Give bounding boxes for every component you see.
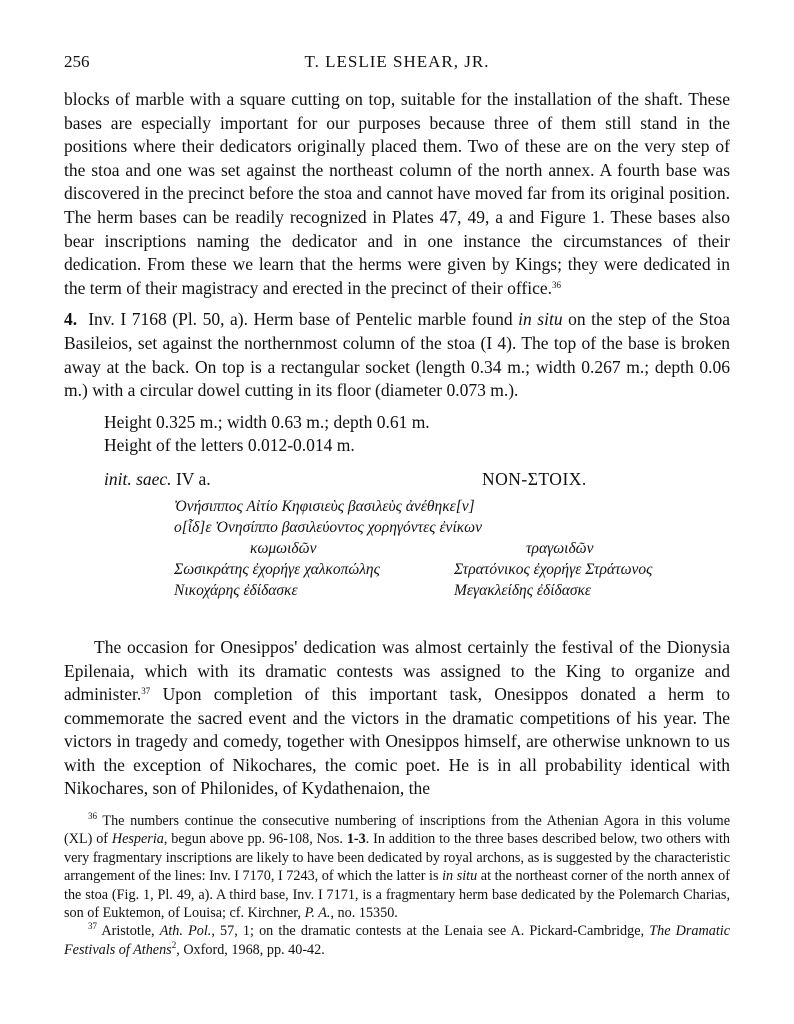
footnote-36: $^{36}$ The numbers continue the consecutive numbering of inscriptions from the Athenian Agora in this volume (XL) of Hesperia, begun above pp. 96-108, Nos. 1-3. In addition to the three bases described below, two others with very fragmentary inscriptions are likely to have been dedicated by royal archons, as is suggested by the characteristic arrangement of the lines: Inv. I 7170, I 7243, of which the latter is in situ at the northeast corner of the north annex of the stoa (Fig. 1, Pl. 49, a). A third base, Inv. I 7171, is a fragmentary herm base dedicated by the Polemarch Charias, son of Euktemon, of Louisa; cf. Kirchner, P. A., no. 15350. [64,811,730,922]
footnote-37: $^{37}$ Aristotle, Ath. Pol., 57, 1; on the dramatic contests at the Lenaia see A. Pickard-Cambridge, The Dramatic Festivals of Athens$^2$, Oxford, 1968, pp. 40-42. [64,921,731,958]
inscription-left-2: Νικοχάρης ἐδίδασκε [174,581,298,599]
paragraph-1: blocks of marble with a square cutting on top, suitable for the installation of the shaft. These bases are especially important for our purposes because three of them still stand in the positions where their dedicators originally placed them. Two of these are on the very step of the stoa and one was set against the northeast column of the north annex. A fourth base was discovered in the precinct before the stoa and cannot have moved far from its original position. The herm bases can be readily recognized in Plates 47, 49, a and Figure 1. These bases also bear inscriptions naming the dedicator and in one instance the circumstances of their dedication. From these we learn that the herms were given by Kings; they were dedicated in the term of their magistracy and erected in the precinct of their office.$^{36}$ [64,89,730,298]
date: init. saec. IV a. [104,468,211,489]
inscription-right-2: Μεγακλείδης ἐδίδασκε [454,581,592,599]
dimensions-line-1: Height 0.325 m.; width 0.63 m.; depth 0.61 m. [104,411,430,432]
dimensions-line-2: Height of the letters 0.012-0.014 m. [104,435,355,456]
inscription-line-1: Ὀνήσιππος Αἰτίο Κηφισιεὺς βασιλεὺς ἀνέθηκε[ν] [174,497,475,515]
entry-4: 4. Inv. I 7168 (Pl. 50, a). Herm base of Pentelic marble found in situ on the step of the Stoa Basileios, set against the northernmost column of the stoa (I 4). The top of the base is broken away at the back. On top is a rectangular socket (length 0.34 m.; width 0.267 m.; depth 0.06 m.) with a circular dowel cutting in its floor (diameter 0.073 m.). [64,309,730,401]
footnote-ref-37[interactable]: 37 [141,686,151,697]
dimensions [104,411,730,458]
inscription-columns [64,538,730,622]
footnotes [64,812,730,959]
page-header [64,52,730,76]
stoich-label: NON-ΣΤΟΙΧ. [482,468,587,489]
inscription-right-head: τραγωιδῶν [526,539,594,557]
date-line [64,468,730,494]
main-text [64,88,730,801]
inscription-right-1: Στρατόνικος ἐχορήγε Στράτωνος [454,560,653,578]
entry-number: 4. [64,309,78,330]
inscription-line-2: ο[ἶδ]ε Ὀνησίππο βασιλεύοντος χορηγόντες ἐνίκων [174,518,483,536]
inscription-left-1: Σωσικράτης ἐχορήγε χαλκοπώλης [174,560,380,578]
running-head: T. LESLIE SHEAR, JR. [304,52,490,71]
inscription-text [64,496,730,622]
footnote-ref-36[interactable]: 36 [552,279,562,290]
paragraph-2: The occasion for Onesippos' dedication was almost certainly the festival of the Dionysia Epilenaia, which with its dramatic contests was assigned to the King to organize and administer.$^{37}$ Upon completion of this important task, Onesippos donated a herm to commemorate the sacred event and the victors in the dramatic competitions of his year. The victors in tragedy and comedy, together with Onesippos himself, are otherwise unknown to us with the exception of Nikochares, the comic poet. He is in all probability identical with Nikochares, son of Philonides, of Kydathenaion, the [64,636,731,799]
inscription-left-head: κωμωιδῶν [250,539,317,557]
page-number: 256 [64,52,90,71]
